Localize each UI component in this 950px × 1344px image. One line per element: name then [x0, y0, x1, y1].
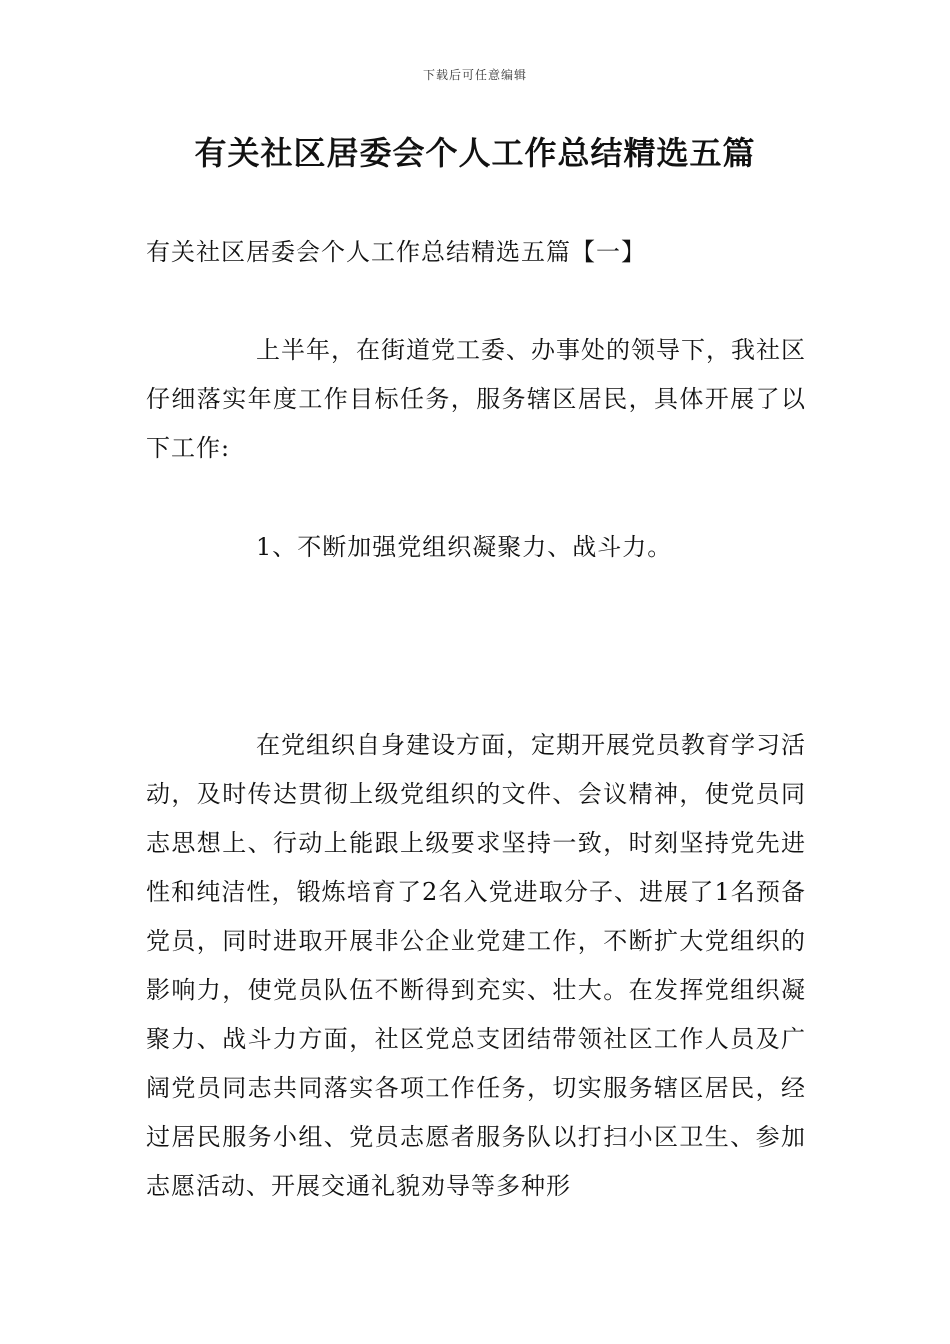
- paragraph-item-heading: 1、不断加强党组织凝聚力、战斗力。: [256, 533, 673, 561]
- paragraph-intro: 上半年，在街道党工委、办事处的领导下，我社区仔细落实年度工作目标任务，服务辖区居民，具体开展了以下工作:: [146, 336, 806, 462]
- document-title: 有关社区居委会个人工作总结精选五篇: [194, 134, 756, 172]
- section-heading: 有关社区居委会个人工作总结精选五篇【一】: [146, 238, 646, 266]
- header-note: 下载后可任意编辑: [422, 68, 527, 82]
- paragraph-body: 在党组织自身建设方面，定期开展党员教育学习活动，及时传达贯彻上级党组织的文件、会议精神，使党员同志思想上、行动上能跟上级要求坚持一致，时刻坚持党先进性和纯洁性，锻炼培育了2名入党进取分子、进展了1名预备党员，同时进取开展非公企业党建工作，不断扩大党组织的影响力，使党员队伍不断得到充实、壮大。在发挥党组织凝聚力、战斗力方面，社区党总支团结带领社区工作人员及广阔党员同志共同落实各项工作任务，切实服务辖区居民，经过居民服务小组、党员志愿者服务队以打扫小区卫生、参加志愿活动、开展交通礼貌劝导等多种形: [146, 731, 806, 1200]
